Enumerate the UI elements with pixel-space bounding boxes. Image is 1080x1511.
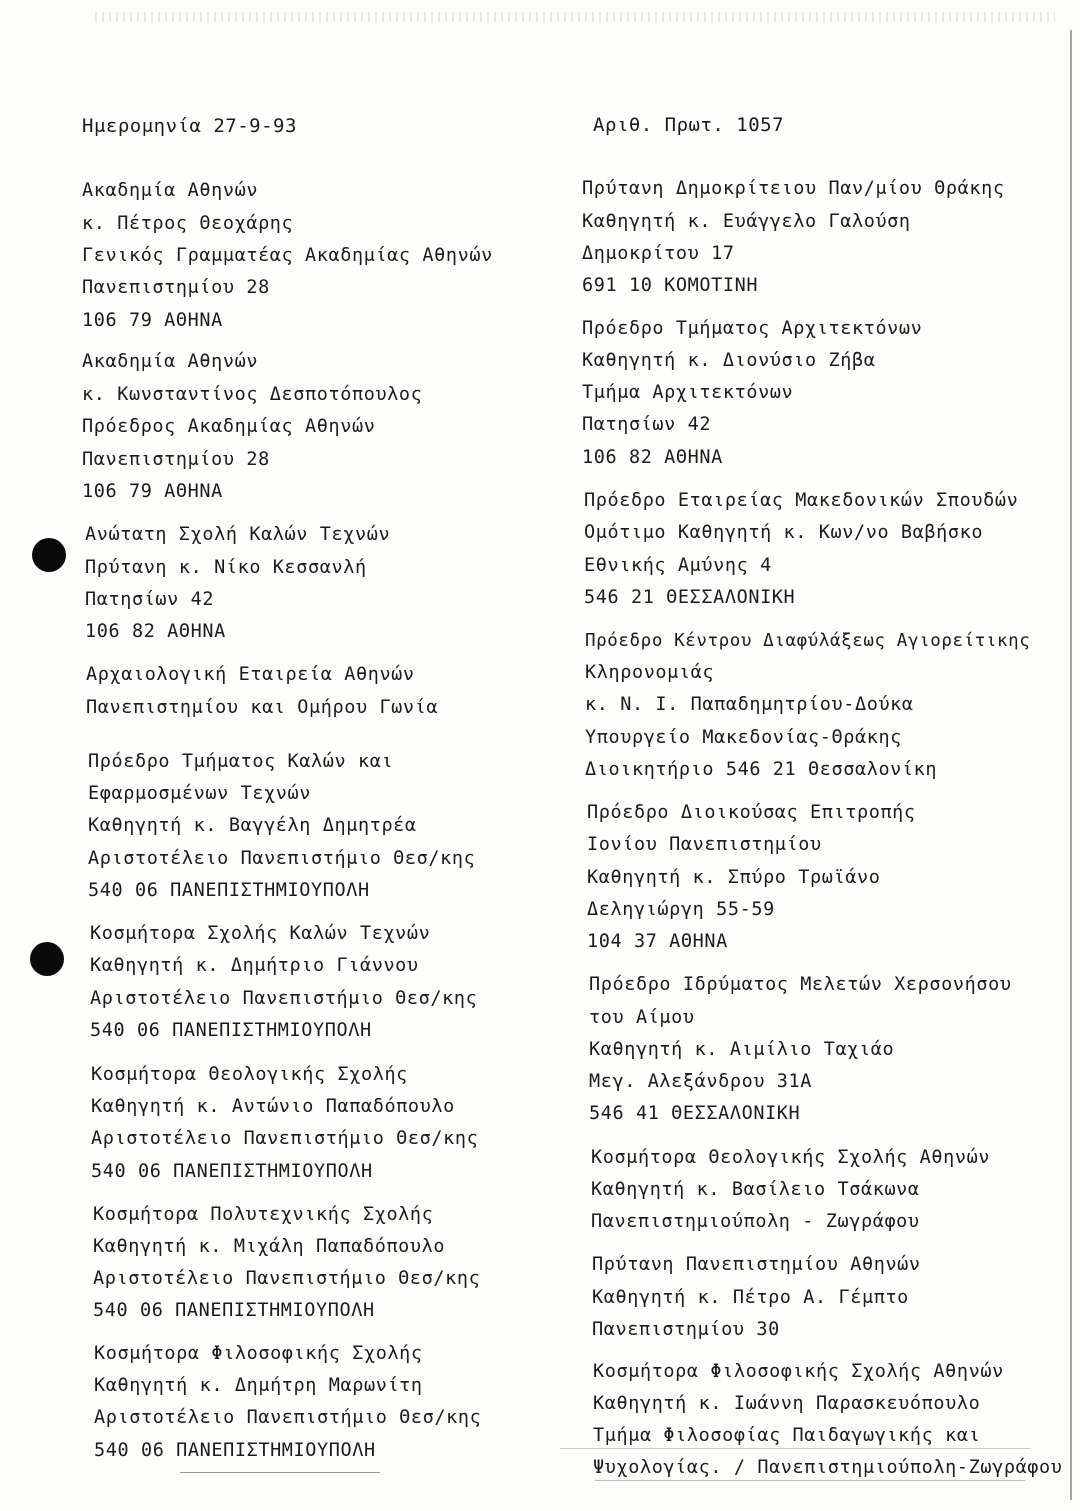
address-line: Καθηγητή κ. Βασίλειο Τσάκωνα xyxy=(591,1179,920,1200)
address-line: Ομότιμο Καθηγητή κ. Κων/νο Βαβήσκο xyxy=(584,522,984,543)
address-line: Πρύτανη Δημοκρίτειου Παν/μίου Θράκης xyxy=(582,178,1005,199)
scan-mark xyxy=(180,1472,380,1473)
address-line: 540 06 ΠΑΝΕΠΙΣΤΗΜΙΟΥΠΟΛΗ xyxy=(93,1300,375,1321)
scan-edge-right xyxy=(1070,30,1072,1500)
address-line: 104 37 ΑΘΗΝΑ xyxy=(587,931,728,952)
address-line: Αριστοτέλειο Πανεπιστήμιο Θεσ/κης xyxy=(88,848,476,869)
address-line: Εθνικής Αμύνης 4 xyxy=(584,555,772,576)
address-line: 540 06 ΠΑΝΕΠΙΣΤΗΜΙΟΥΠΟΛΗ xyxy=(90,1020,372,1041)
address-line: κ. Κωνσταντίνος Δεσποτόπουλος xyxy=(82,384,423,405)
address-line: Πατησίων 42 xyxy=(582,414,712,435)
address-line: Κοσμήτορα Θεολογικής Σχολής xyxy=(91,1064,408,1085)
address-line: Πρόεδρο Τμήματος Αρχιτεκτόνων xyxy=(582,318,923,339)
punch-hole-icon xyxy=(30,942,64,976)
address-line: Καθηγητή κ. Δημήτρη Μαρωνίτη xyxy=(94,1375,423,1396)
address-line: Αριστοτέλειο Πανεπιστήμιο Θεσ/κης xyxy=(91,1128,479,1149)
scan-mark xyxy=(560,1448,1030,1449)
punch-hole-icon xyxy=(32,538,66,572)
address-line: Μεγ. Αλεξάνδρου 31Α xyxy=(589,1071,813,1092)
address-line: Κοσμήτορα Φιλοσοφικής Σχολής Αθηνών xyxy=(593,1361,1004,1382)
address-line: Τμήμα Αρχιτεκτόνων xyxy=(582,382,794,403)
address-line: Πανεπιστημίου και Ομήρου Γωνία xyxy=(86,697,439,718)
address-line: Ακαδημία Αθηνών xyxy=(82,351,259,372)
address-line: Αριστοτέλειο Πανεπιστήμιο Θεσ/κης xyxy=(93,1268,481,1289)
address-line: Πρόεδρο Ιδρύματος Μελετών Χερσονήσου xyxy=(589,974,1012,995)
address-line: Καθηγητή κ. Σπύρο Τρωϊάνο xyxy=(587,867,881,888)
address-line: Πανεπιστημίου 28 xyxy=(82,277,270,298)
address-line: Γενικός Γραμματέας Ακαδημίας Αθηνών xyxy=(82,245,493,266)
address-line: Πρόεδρο Τμήματος Καλών και xyxy=(88,751,394,772)
address-line: Κοσμήτορα Θεολογικής Σχολής Αθηνών xyxy=(591,1147,991,1168)
address-line: Καθηγητή κ. Αντώνιο Παπαδόπουλο xyxy=(91,1096,455,1117)
address-line: Κληρονομιάς xyxy=(585,662,715,683)
address-line: Τμήμα Φιλοσοφίας Παιδαγωγικής και xyxy=(593,1425,981,1446)
address-line: Κοσμήτορα Πολυτεχνικής Σχολής xyxy=(93,1204,434,1225)
address-line: Καθηγητή κ. Πέτρο Α. Γέμπτο xyxy=(592,1287,909,1308)
address-line: Αρχαιολογική Εταιρεία Αθηνών xyxy=(86,664,415,685)
address-line: 106 82 ΑΘΗΝΑ xyxy=(582,447,723,468)
address-line: Διοικητήριο 546 21 Θεσσαλονίκη xyxy=(585,759,938,780)
address-line: Δεληγιώργη 55-59 xyxy=(587,899,775,920)
address-line: Κοσμήτορα Φιλοσοφικής Σχολής xyxy=(94,1343,423,1364)
address-line: Καθηγητή κ. Αιμίλιο Ταχιάο xyxy=(589,1039,895,1060)
address-line: Πρόεδρο Κέντρου Διαφύλάξεως Αγιορείτικης xyxy=(585,631,1031,651)
document-date: Ημερομηνία 27-9-93 xyxy=(82,115,297,137)
address-line: Πρύτανη Πανεπιστημίου Αθηνών xyxy=(592,1254,921,1275)
scan-mark xyxy=(595,1480,1025,1481)
address-line: Πανεπιστημίου 28 xyxy=(82,449,270,470)
address-line: Πρόεδρο Διοικούσας Επιτροπής xyxy=(587,802,916,823)
address-line: 691 10 ΚΟΜΟΤΙΝΗ xyxy=(582,275,759,296)
address-line: Κοσμήτορα Σχολής Καλών Τεχνών xyxy=(90,923,431,944)
address-line: Υπουργείο Μακεδονίας-Θράκης xyxy=(585,727,902,748)
address-line: Καθηγητή κ. Μιχάλη Παπαδόπουλο xyxy=(93,1236,446,1257)
address-line: Καθηγητή κ. Ευάγγελο Γαλούση xyxy=(582,211,911,232)
address-line: κ. Ν. Ι. Παπαδημητρίου-Δούκα xyxy=(585,694,914,715)
address-line: Εφαρμοσμένων Τεχνών xyxy=(88,783,312,804)
address-line: Δημοκρίτου 17 xyxy=(582,243,735,264)
address-line: Καθηγητή κ. Διονύσιο Ζήβα xyxy=(582,350,876,371)
address-line: 106 82 ΑΘΗΝΑ xyxy=(85,621,226,642)
address-line: Πρόεδρο Εταιρείας Μακεδονικών Σπουδών xyxy=(584,490,1019,511)
address-line: Πανεπιστημίου 30 xyxy=(592,1319,780,1340)
address-line: Αριστοτέλειο Πανεπιστήμιο Θεσ/κης xyxy=(94,1407,482,1428)
address-line: Καθηγητή κ. Βαγγέλη Δημητρέα xyxy=(88,815,417,836)
address-line: κ. Πέτρος Θεοχάρης xyxy=(82,213,294,234)
address-line: Πανεπιστημιούπολη - Ζωγράφου xyxy=(591,1211,920,1232)
address-line: Ακαδημία Αθηνών xyxy=(82,180,259,201)
address-line: 546 21 ΘΕΣΣΑΛΟΝΙΚΗ xyxy=(584,587,796,608)
address-line: 540 06 ΠΑΝΕΠΙΣΤΗΜΙΟΥΠΟΛΗ xyxy=(91,1161,373,1182)
address-line: 540 06 ΠΑΝΕΠΙΣΤΗΜΙΟΥΠΟΛΗ xyxy=(88,880,370,901)
address-line: Καθηγητή κ. Ιωάννη Παρασκευόπουλο xyxy=(593,1393,981,1414)
address-line: Πρόεδρος Ακαδημίας Αθηνών xyxy=(82,416,376,437)
address-line: 106 79 ΑΘΗΝΑ xyxy=(82,310,223,331)
address-line: Ψυχολογίας. / Πανεπιστημιούπολη-Ζωγράφου xyxy=(593,1457,1063,1478)
address-line: Ανώτατη Σχολή Καλών Τεχνών xyxy=(85,524,391,545)
address-line: Πρύτανη κ. Νίκο Κεσσανλή xyxy=(85,557,367,578)
address-line: 540 06 ΠΑΝΕΠΙΣΤΗΜΙΟΥΠΟΛΗ xyxy=(94,1440,376,1461)
address-line: Καθηγητή κ. Δημήτριο Γιάννου xyxy=(90,955,419,976)
address-line: Αριστοτέλειο Πανεπιστήμιο Θεσ/κης xyxy=(90,988,478,1009)
address-line: 546 41 ΘΕΣΣΑΛΟΝΙΚΗ xyxy=(589,1103,801,1124)
address-line: του Αίμου xyxy=(589,1007,695,1028)
address-line: Πατησίων 42 xyxy=(85,589,215,610)
address-line: Ιονίου Πανεπιστημίου xyxy=(587,834,822,855)
protocol-number: Αριθ. Πρωτ. 1057 xyxy=(593,114,785,136)
scan-noise-top xyxy=(95,12,1055,22)
address-line: 106 79 ΑΘΗΝΑ xyxy=(82,481,223,502)
